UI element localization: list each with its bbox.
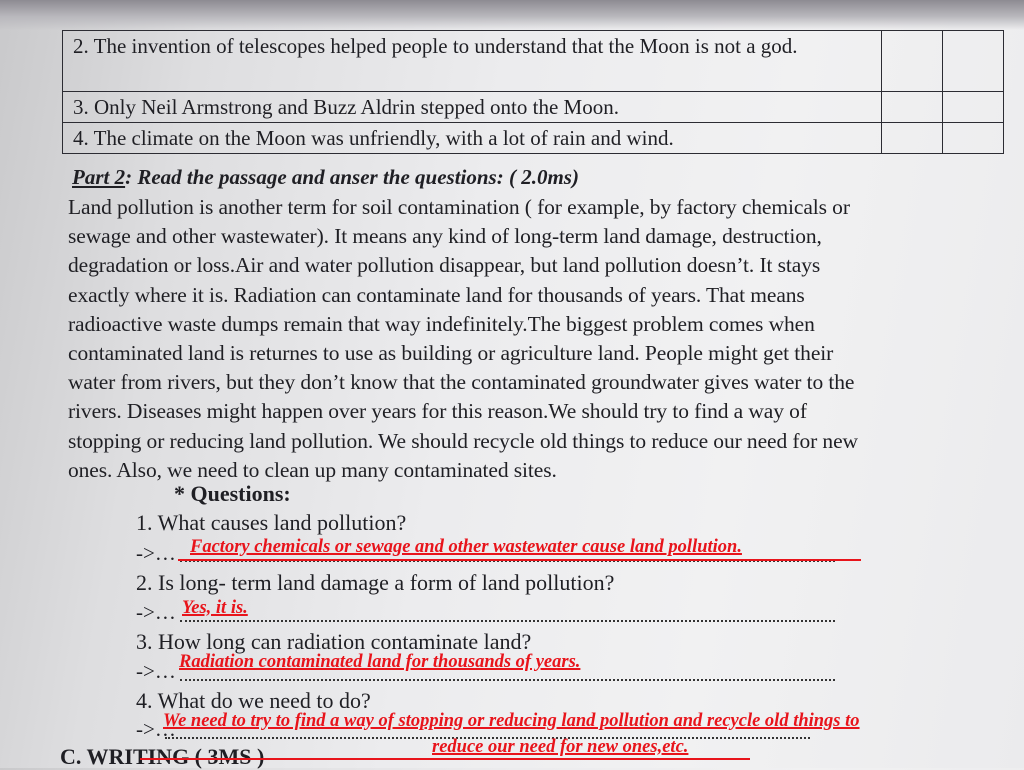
table-row (63, 92, 1004, 123)
passage-line: radioactive waste dumps remain that way indefinitely.The biggest problem comes when (68, 311, 815, 336)
answer-line (180, 679, 835, 681)
part2-label: Part 2 (72, 165, 126, 189)
question-2: 2. Is long- term land damage a form of land pollution? (136, 570, 615, 595)
false-box[interactable] (943, 92, 1004, 123)
statement-cell: 3. Only Neil Armstrong and Buzz Aldrin stepped onto the Moon. (63, 92, 882, 123)
answer-arrow: ->… (136, 600, 176, 624)
passage-line: stopping or reducing land pollution. We should recycle old things to reduce our need for new (68, 428, 858, 453)
answer-line (180, 620, 835, 622)
reading-passage (68, 193, 1013, 485)
answer-underline (178, 559, 861, 561)
true-false-table (62, 30, 1004, 154)
passage-line: degradation or loss.Air and water pollution disappear, but land pollution doesn’t. It stays (68, 253, 821, 278)
table-row (63, 31, 1004, 92)
true-box[interactable] (882, 31, 943, 92)
answer-arrow: ->… (136, 717, 176, 741)
statement-cell: 4. The climate on the Moon was unfriendly, with a lot of rain and wind. (63, 123, 882, 154)
table-row (63, 123, 1004, 154)
passage-line: water from rivers, but they don’t know that the contaminated groundwater gives water to the (68, 370, 855, 395)
passage-line: sewage and other wastewater). It means any kind of long-term land damage, destruction, (68, 224, 822, 249)
false-box[interactable] (943, 31, 1004, 92)
answer-2[interactable]: Yes, it is. (182, 598, 248, 618)
answer-arrow: ->… (136, 541, 176, 565)
statement-cell: 2. The invention of telescopes helped people to understand that the Moon is not a god. (63, 31, 882, 92)
answer-arrow: ->… (136, 659, 176, 683)
passage-line: exactly where it is. Radiation can contaminate land for thousands of years. That means (68, 282, 805, 307)
passage-line: ones. Also, we need to clean up many contaminated sites. (68, 457, 557, 482)
question-1: 1. What causes land pollution? (136, 510, 407, 535)
passage-line: contaminated land is returnes to use as building or agriculture land. People might get their (68, 341, 834, 366)
passage-line: Land pollution is another term for soil contamination ( for example, by factory chemicals or (68, 195, 850, 219)
answer-3[interactable]: Radiation contaminated land for thousands of years. (179, 652, 581, 672)
answer-4-continued[interactable]: reduce our need for new ones,etc. (432, 737, 689, 757)
top-shadow (0, 0, 1024, 30)
questions-heading: * Questions: (174, 481, 291, 506)
writing-section-heading: C. WRITING ( 3MS ) (60, 744, 265, 769)
question-3: 3. How long can radiation contaminate land? (136, 629, 532, 654)
true-box[interactable] (882, 123, 943, 154)
answer-1[interactable]: Factory chemicals or sewage and other wastewater cause land pollution. (190, 537, 742, 557)
true-box[interactable] (882, 92, 943, 123)
writing-strike-line (140, 758, 750, 760)
false-box[interactable] (943, 123, 1004, 154)
question-4: 4. What do we need to do? (136, 688, 371, 713)
passage-line: rivers. Diseases might happen over years for this reason.We should try to find a way of (68, 399, 807, 424)
part2-heading (72, 165, 579, 190)
part2-instruction: : Read the passage and anser the questions: ( 2.0ms) (125, 165, 579, 189)
answer-4[interactable]: We need to try to find a way of stopping or reducing land pollution and recycle old things to (163, 711, 860, 731)
